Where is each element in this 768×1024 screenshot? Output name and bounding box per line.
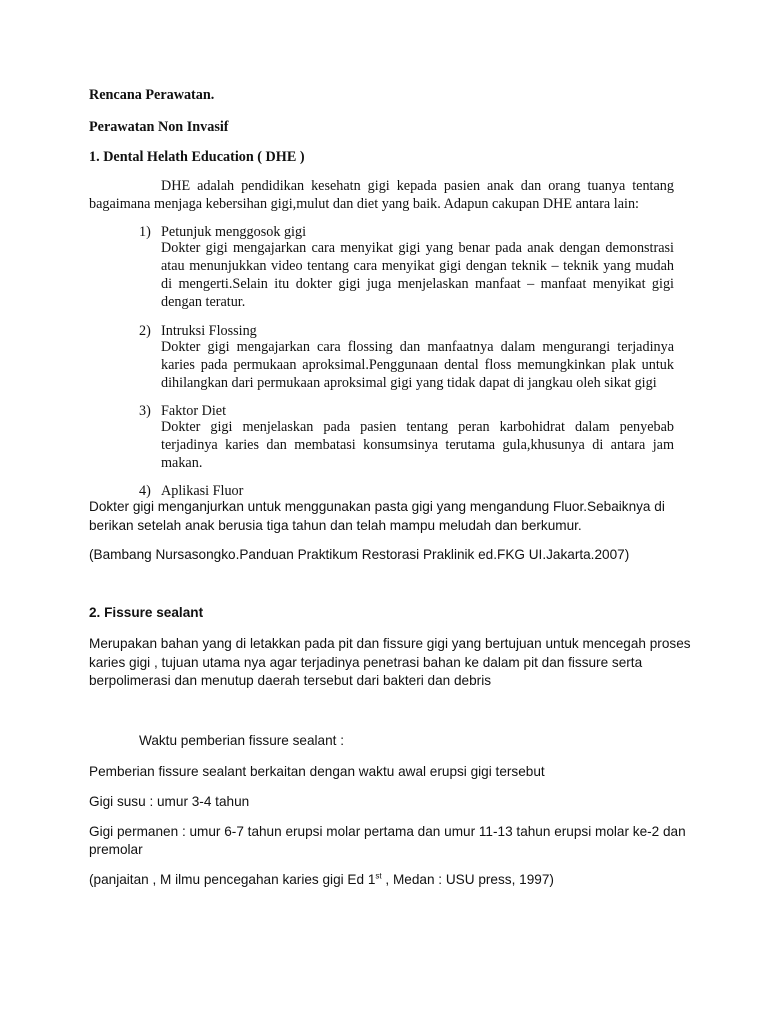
list-item-title: Aplikasi Fluor — [161, 483, 244, 499]
gigi-permanen-line: Gigi permanen : umur 6-7 tahun erupsi molar pertama dan umur 11-13 tahun erupsi molar ke-2 dan — [89, 824, 686, 839]
section1-intro-line: DHE adalah pendidikan kesehatn gigi kepada pasien anak dan orang tuanya tentang — [161, 178, 674, 194]
section2-paragraph-line: karies gigi , tujuan utama nya agar terjadinya penetrasi bahan ke dalam pit dan fissure serta — [89, 655, 643, 670]
list-item-line: terjadinya karies dan membatasi konsumsinya terutama gula,khusunya di antara jam — [161, 437, 674, 453]
section1-heading: 1. Dental Helath Education ( DHE ) — [89, 149, 305, 165]
list-item-line: di mengerti.Selain itu dokter gigi juga menjelaskan manfaat – manfaat menyikat gigi — [161, 276, 674, 292]
waktu-line: Pemberian fissure sealant berkaitan dengan waktu awal erupsi gigi tersebut — [89, 764, 545, 779]
list-item-number: 3) — [139, 403, 151, 419]
list-item-line: Dokter gigi menjelaskan pada pasien tentang peran karbohidrat dalam penyebab — [161, 419, 674, 435]
section1-citation: (Bambang Nursasongko.Panduan Praktikum Restorasi Praklinik ed.FKG UI.Jakarta.2007) — [89, 547, 630, 562]
gigi-susu-line: Gigi susu : umur 3-4 tahun — [89, 794, 250, 809]
list-item-title: Petunjuk menggosok gigi — [161, 224, 307, 240]
waktu-heading: Waktu pemberian fissure sealant : — [139, 733, 345, 748]
citation-superscript: st — [375, 871, 382, 881]
gigi-permanen-line: premolar — [89, 842, 143, 857]
list-item-line: Dokter gigi menganjurkan untuk menggunakan pasta gigi yang mengandung Fluor.Sebaiknya di — [89, 499, 665, 514]
list-item-line: berikan setelah anak berusia tiga tahun dan telah mampu meludah dan berkumur. — [89, 518, 582, 533]
list-item-line: Dokter gigi mengajarkan cara flossing dan manfaatnya dalam mengurangi terjadinya — [161, 339, 674, 355]
list-item-line: karies pada permukaan aproksimal.Penggunaan dental floss memungkinkan plak untuk — [161, 357, 674, 373]
list-item-line: atau menunjukkan video tentang cara menyikat gigi dengan teknik – teknik yang mudah — [161, 258, 674, 274]
document-title: Rencana Perawatan. — [89, 87, 215, 103]
section2-paragraph-line: berpolimerasi dan menutup daerah tersebut dari bakteri dan debris — [89, 673, 492, 688]
section2-paragraph-line: Merupakan bahan yang di letakkan pada pit dan fissure gigi yang bertujuan untuk mencegah proses — [89, 636, 691, 651]
list-item-line: dihilangkan dari permukaan aproksimal gigi yang tidak dapat di jangkau oleh sikat gigi — [161, 375, 657, 391]
list-item-line: dengan teratur. — [161, 294, 246, 310]
section1-intro-line: bagaimana menjaga kebersihan gigi,mulut dan diet yang baik. Adapun cakupan DHE antara lain: — [89, 196, 639, 212]
list-item-number: 2) — [139, 323, 151, 339]
document-subtitle: Perawatan Non Invasif — [89, 119, 229, 135]
list-item-title: Intruksi Flossing — [161, 323, 257, 339]
list-item-line: makan. — [161, 455, 203, 471]
list-item-number: 1) — [139, 224, 151, 240]
citation-text: , Medan : USU press, 1997) — [381, 872, 554, 887]
citation-text: (panjaitan , M ilmu pencegahan karies gigi Ed 1 — [89, 872, 376, 887]
section2-heading: 2. Fissure sealant — [89, 605, 204, 620]
section2-citation — [89, 870, 554, 889]
list-item-number: 4) — [139, 483, 151, 499]
list-item-line: Dokter gigi mengajarkan cara menyikat gigi yang benar pada anak dengan demonstrasi — [161, 240, 674, 256]
list-item-title: Faktor Diet — [161, 403, 227, 419]
